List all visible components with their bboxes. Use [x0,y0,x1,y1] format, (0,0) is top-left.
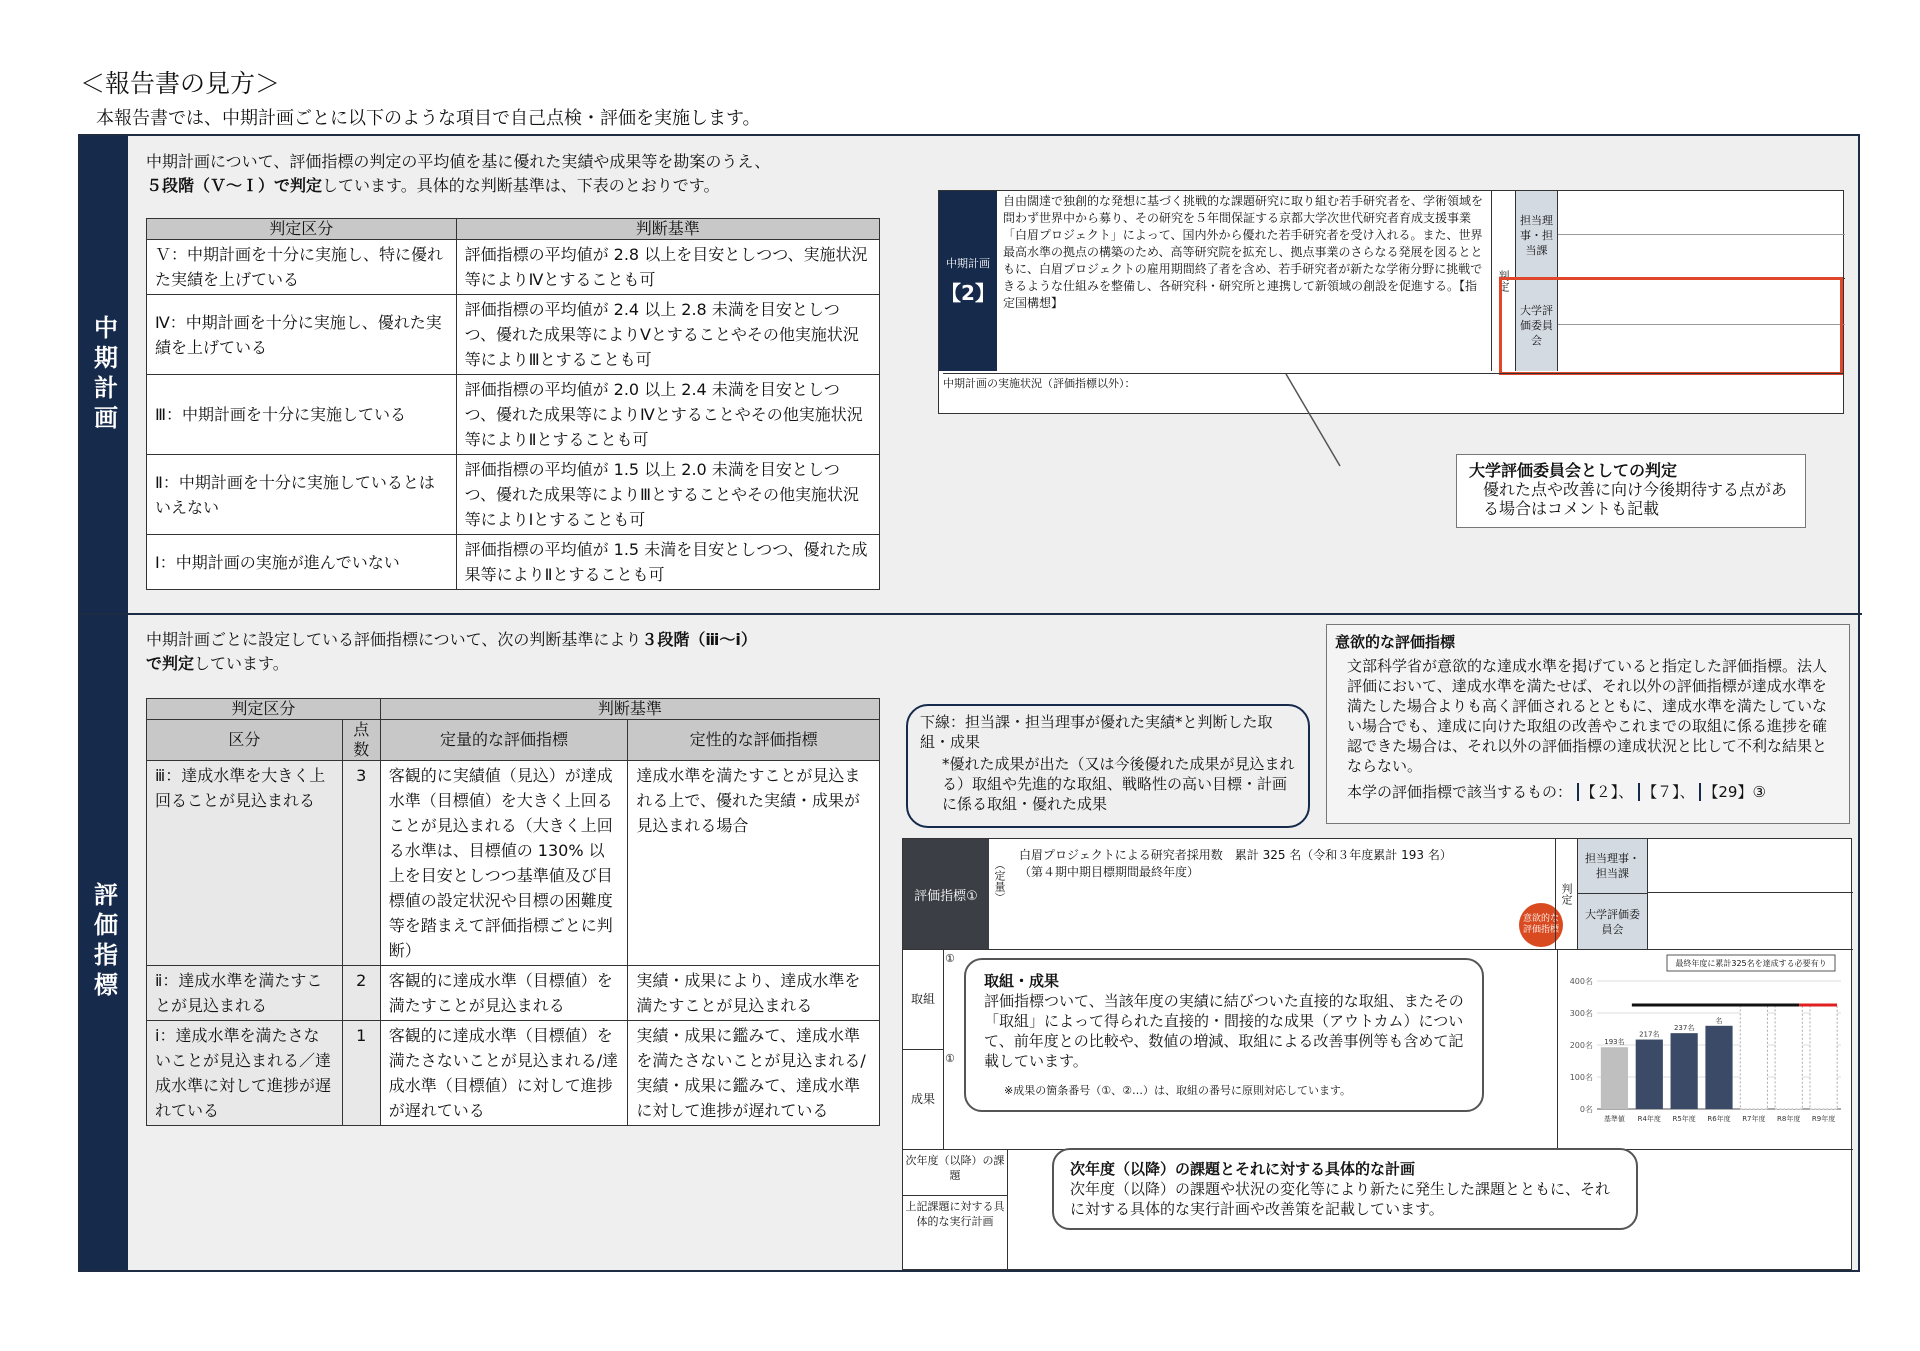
underline-note: 下線：担当課・担当理事が優れた実績*と判断した取組・成果 *優れた成果が出た（又は今後優れた成果が見込まれる）取組や先進的な取組、戦略性の高い目標・計画に係る取組・優れた成果 [906,704,1310,828]
judge-label: 判定 [1491,191,1515,371]
grade-cell: Ⅲ：中期計画を十分に実施している [147,375,457,455]
grade-cell: ⅰ：達成水準を満たさないことが見込まれる／達成水準に対して進捗が遅れている [147,1021,343,1126]
committee-label: 大学評価委員会 [1577,893,1647,949]
indicator-intro: 中期計画ごとに設定している評価指標について、次の判断基準により３段階（ⅲ～ⅰ） で判定しています。 [146,630,757,673]
points-cell: 2 [342,966,380,1021]
table-row [147,1021,880,1126]
section-divider [80,613,1862,615]
page-subtitle: 本報告書では、中期計画ごとに以下のような項目で自己点検・評価を実施します。 [96,108,761,129]
table-row [147,761,880,966]
col-header-points: 点数 [342,720,380,761]
data-label: 237名 [1673,1024,1695,1033]
ambitious-box: 意欲的な評価指標 文部科学省が意欲的な達成水準を掲げていると指定した評価指標。法人評価において、達成水準を満たせば、それ以外の評価指標が達成水準を満たした場合よりも高く評価されるとともに、達成水準を満たしていない場合でも、達成に向けた取組の改善やこれまでの取組に係る進捗を確認できた場合は、それ以外の評価指標の達成状況と比して不利な結果とならない。 本学の評価指標で該当するもの： 【２】、 【７】、 【29】③ [1326,624,1850,824]
qual-cell: 実績・成果に鑑みて、達成水準を満たさないことが見込まれる/実績・成果に鑑みて、達成水準に対して進捗が遅れている [628,1021,880,1126]
committee-label: 大学評価委員会 [1515,279,1557,371]
grade-cell: Ⅰ：中期計画の実施が進んでいない [147,535,457,590]
status-field: 中期計画の実施状況（評価指標以外）： [943,373,1843,391]
grade-cell: Ｖ：中期計画を十分に実施し、特に優れた実績を上げている [147,240,457,295]
criteria-cell: 評価指標の平均値が 2.8 以上を目安としつつ、実施状況等によりⅣとすることも可 [456,240,879,295]
col-header-criteria: 判断基準 [380,699,879,720]
qual-cell: 実績・成果により、達成水準を満たすことが見込まれる [628,966,880,1021]
torikumi-bubble: 取組・成果 評価指標ついて、当該年度の実績に結びついた直接的な取組、またその「取組」によって得られた直接的・間接的な成果（アウトカム）について、前年度との比較や、数値の増減、取組による改善事例等も含めて記載しています。 ※成果の箇条番号（①、②…）は、取組の番号に原則対応しています。 [964,958,1484,1112]
tanto-label: 担当理事・担当課 [1577,839,1647,893]
indicator-label: 評価指標① [903,839,989,949]
col-header-quant: 定量的な評価指標 [380,720,628,761]
bar [1601,1047,1628,1109]
y-tick-label: 400名 [1569,977,1593,986]
points-cell: 3 [342,761,380,966]
page-title: ＜報告書の見方＞ [80,69,281,98]
side-label-indicator: 評価指標 [80,614,128,1270]
table-row [147,455,880,535]
committee-highlight [1499,277,1843,375]
points-cell: 1 [342,1021,380,1126]
criteria-cell: 評価指標の平均値が 2.0 以上 2.4 未満を目安としつつ、優れた成果等によりⅣとすることやその他実施状況等によりⅡとすることも可 [456,375,879,455]
target-label: 最終年度に累計325名を達成する必要有り [1675,959,1827,968]
data-label: 名 [1715,1016,1723,1025]
quant-cell: 客観的に実績値（見込）が達成水準（目標値）を大きく上回ることが見込まれる（大きく上回る水準は、目標値の 130% 以上を目安としつつ基準値及び目標値の設定状況や目標の困難度等を踏まえて評価指標ごとに判断） [380,761,628,966]
ambitious-badge: 意欲的な評価指標 [1519,903,1563,947]
next-year-bubble: 次年度（以降）の課題とそれに対する具体的な計画 次年度（以降）の課題や状況の変化等により新たに発生した課題とともに、それに対する具体的な実行計画や改善策を記載しています。 [1052,1148,1638,1230]
num-mark-1: ① [945,952,955,965]
callout-leader [1270,370,1360,470]
grade-cell: ⅱ：達成水準を満たすことが見込まれる [147,966,343,1021]
criteria-cell: 評価指標の平均値が 1.5 未満を目安としつつ、優れた成果等によりⅡとすることも可 [456,535,879,590]
next-year-label: 次年度（以降）の課題 [905,1154,1005,1182]
x-tick-label: 基準値 [1603,1115,1625,1123]
main-frame [78,134,1860,1272]
col-header-class: 区分 [147,720,343,761]
bar [1636,1040,1663,1109]
bar [1705,1026,1732,1109]
table-row [147,295,880,375]
bar [1671,1033,1698,1109]
sample-plan-label: 中期計画 【2】 [939,191,997,371]
x-tick-label: R6年度 [1707,1115,1731,1123]
table-row [147,240,880,295]
col-header-grade: 判定区分 [147,699,381,720]
planned-bar [1810,1005,1837,1109]
indicator-text: 白眉プロジェクトによる研究者採用数 累計 325 名（令和３年度累計 193 名） （第４期中期目標期間最終年度） [1019,848,1452,879]
table-row [147,375,880,455]
col-header-grade: 判定区分 [147,219,457,240]
sample-plan-text: 自由闊達で独創的な発想に基づく挑戦的な課題研究に取り組む若手研究者を、学術領域を問わず世界中から募り、その研究を５年間保証する京都大学次世代研究者育成支援事業「白眉プロジェクト」によって、国内外から優れた若手研究者を受け入れる。また、世界最高水準の拠点の構築のため、高等研究院を拡充し、拠点事業のさらなる発展を図るとともに、白眉プロジェクトの雇用期間終了者を含め、若手研究者が新たな学術分野に挑戦できるような仕組みを整備し、各研究科・研究所と連携して新領域の創設を促進する。【指定国構想】 [1003,194,1484,310]
grade-cell: Ⅱ：中期計画を十分に実施しているとはいえない [147,455,457,535]
cumulative-chart [1563,953,1849,1147]
criteria-cell: 評価指標の平均値が 2.4 以上 2.8 未満を目安としつつ、優れた成果等によりⅤとすることやその他実施状況等によりⅢとすることも可 [456,295,879,375]
y-tick-label: 0名 [1579,1105,1593,1114]
row-seika: 成果 [910,1091,935,1106]
sample-plan-card [938,190,1844,414]
indicator-grade-table [146,698,880,1126]
table-row [147,535,880,590]
qual-cell: 達成水準を満たすことが見込まれる上で、優れた実績・成果が見込まれる場合 [628,761,880,966]
table-row [147,966,880,1021]
target-callout [1667,955,1835,971]
quant-mark: （定量） [993,859,1006,903]
col-header-criteria: 判断基準 [456,219,879,240]
data-label: 193名 [1604,1038,1625,1047]
side-label-plan: 中期計画 [80,136,128,614]
num-mark-2: ① [945,1052,955,1065]
quant-cell: 客観的に達成水準（目標値）を満たすことが見込まれる [380,966,628,1021]
planned-bar [1775,1005,1802,1109]
x-tick-label: R9年度 [1811,1115,1836,1123]
plan-grade-table [146,218,880,590]
data-label: 217名 [1639,1030,1660,1039]
grade-cell: ⅲ：達成水準を大きく上回ることが見込まれる [147,761,343,966]
quant-cell: 客観的に達成水準（目標値）を満たさないことが見込まれる/達成水準（目標値）に対して進捗が遅れている [380,1021,628,1126]
judge-label: 判定 [1555,839,1577,949]
plan-intro: 中期計画について、評価指標の判定の平均値を基に優れた実績や成果等を勘案のうえ、 ５段階（Ｖ～Ｉ）で判定しています。具体的な判断基準は、下表のとおりです。 [146,152,771,195]
x-tick-label: R4年度 [1637,1115,1661,1123]
planned-bar [1740,1005,1767,1109]
row-torikumi: 取組 [910,991,935,1006]
x-tick-label: R8年度 [1777,1115,1801,1123]
x-tick-label: R5年度 [1672,1115,1696,1123]
col-header-qual: 定性的な評価指標 [628,720,880,761]
committee-callout: 大学評価委員会としての判定 優れた点や改善に向け今後期待する点がある場合はコメントも記載 [1456,454,1806,528]
x-tick-label: R7年度 [1742,1115,1766,1123]
y-tick-label: 200名 [1569,1041,1593,1050]
y-tick-label: 300名 [1569,1009,1593,1018]
y-tick-label: 100名 [1569,1073,1593,1082]
plan-label: 上記課題に対する具体的な実行計画 [905,1200,1005,1228]
tanto-label: 担当理事・担当課 [1515,191,1557,279]
criteria-cell: 評価指標の平均値が 1.5 以上 2.0 未満を目安としつつ、優れた成果等によりⅢとすることやその他実施状況等によりⅠとすることも可 [456,455,879,535]
grade-cell: Ⅳ：中期計画を十分に実施し、優れた実績を上げている [147,295,457,375]
